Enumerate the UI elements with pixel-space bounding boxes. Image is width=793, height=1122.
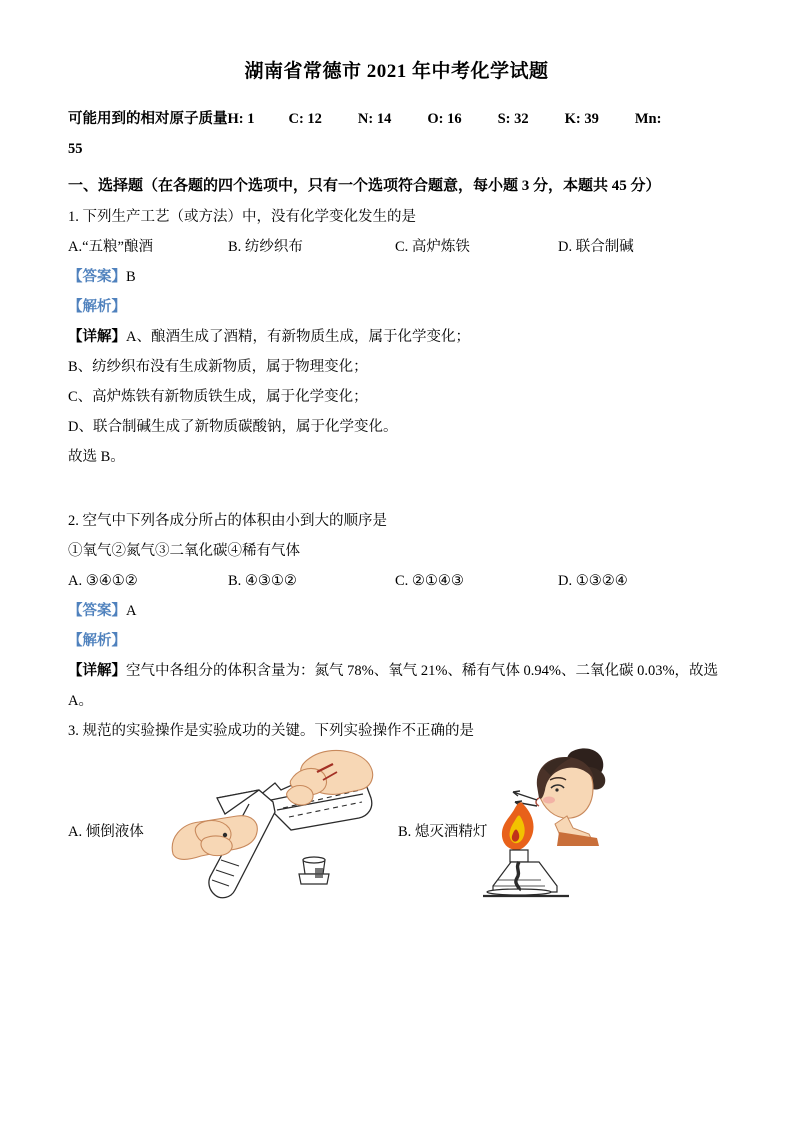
section-heading: 一、选择题（在各题的四个选项中，只有一个选项符合题意，每小题 3 分，本题共 45 分） [68, 178, 661, 194]
question-3-option-a-label[interactable]: A. 倾倒液体 [68, 824, 144, 840]
question-1-option-c[interactable]: C. 高炉炼铁 [395, 239, 470, 255]
question-2-options [68, 566, 728, 596]
atomic-mass-line [68, 104, 728, 134]
question-2-answer [68, 596, 728, 626]
question-1-answer-value: B [126, 269, 136, 285]
detail-tag: 【详解】 [68, 663, 126, 679]
detail-tag: 【详解】 [68, 329, 126, 345]
question-1-option-a[interactable]: A.“五粮”酿酒 [68, 239, 153, 255]
question-2-option-a[interactable]: A. ③④①② [68, 573, 138, 589]
atomic-mass-n: N: 14 [357, 111, 392, 127]
atomic-mass-c: C: 12 [288, 111, 322, 127]
question-2-option-c[interactable]: C. ②①④③ [395, 573, 464, 589]
question-2-option-b[interactable]: B. ④③①② [228, 573, 297, 589]
question-3-option-b-label[interactable]: B. 熄灭酒精灯 [398, 824, 488, 840]
question-2-text: 空气中下列各成分所占的体积由小到大的顺序是 [82, 513, 387, 529]
question-2-answer-value: A [126, 603, 137, 619]
question-2-detail-line-1 [68, 656, 728, 686]
question-1-detail-line-2: B、纺纱织布没有生成新物质，属于物理变化； [68, 359, 368, 375]
question-3-number: 3. [68, 723, 79, 739]
question-2-detail-text-1: 空气中各组分的体积含量为：氮气 78%、氧气 21%、稀有气体 0.94%、二氧化碳 0.03%，故选 [126, 663, 719, 679]
question-1-text: 下列生产工艺（或方法）中，没有化学变化发生的是 [82, 209, 416, 225]
document-body [68, 104, 728, 915]
question-1-detail-text-1: A、酿酒生成了酒精，有新物质生成，属于化学变化； [126, 329, 470, 345]
question-1-answer [68, 262, 728, 292]
atomic-mass-h: H: 1 [227, 111, 255, 127]
analysis-tag: 【解析】 [68, 299, 126, 315]
answer-tag: 【答案】 [68, 269, 126, 285]
question-3-figure-options [68, 750, 728, 915]
question-2-stem [68, 506, 728, 536]
question-3-stem [68, 716, 728, 746]
pouring-liquid-illustration [163, 750, 393, 910]
answer-tag: 【答案】 [68, 603, 126, 619]
question-1-detail-line-3: C、高炉炼铁有新物质铁生成，属于化学变化； [68, 389, 368, 405]
question-2-analysis-tag [68, 626, 728, 656]
question-2-number: 2. [68, 513, 79, 529]
question-1-analysis-tag [68, 292, 728, 322]
question-2-detail-line-2: A。 [68, 693, 93, 709]
atomic-mass-mn-label: Mn: [634, 111, 662, 127]
atomic-mass-s: S: 32 [497, 111, 529, 127]
question-1-detail-line-1 [68, 322, 728, 352]
atomic-mass-o: O: 16 [427, 111, 462, 127]
atomic-mass-prefix: 可能用到的相对原子质量 [68, 111, 228, 127]
atomic-mass-k: K: 39 [564, 111, 599, 127]
question-1-options [68, 232, 728, 262]
question-2-substem: ①氧气②氮气③二氧化碳④稀有气体 [68, 543, 300, 559]
question-1-conclusion: 故选 B。 [68, 449, 125, 465]
atomic-mass-wrap: 55 [68, 141, 83, 157]
blowing-out-alcohol-lamp-illustration [493, 746, 643, 911]
question-1-option-d[interactable]: D. 联合制碱 [558, 239, 634, 255]
page-title: 湖南省常德市 2021 年中考化学试题 [244, 61, 549, 82]
question-1-stem [68, 202, 728, 232]
question-2-option-d[interactable]: D. ①③②④ [558, 573, 628, 589]
question-1-option-b[interactable]: B. 纺纱织布 [228, 239, 303, 255]
question-1-number: 1. [68, 209, 79, 225]
question-1-detail-line-4: D、联合制碱生成了新物质碳酸钠，属于化学变化。 [68, 419, 398, 435]
question-3-text: 规范的实验操作是实验成功的关键。下列实验操作不正确的是 [82, 723, 474, 739]
analysis-tag: 【解析】 [68, 633, 126, 649]
